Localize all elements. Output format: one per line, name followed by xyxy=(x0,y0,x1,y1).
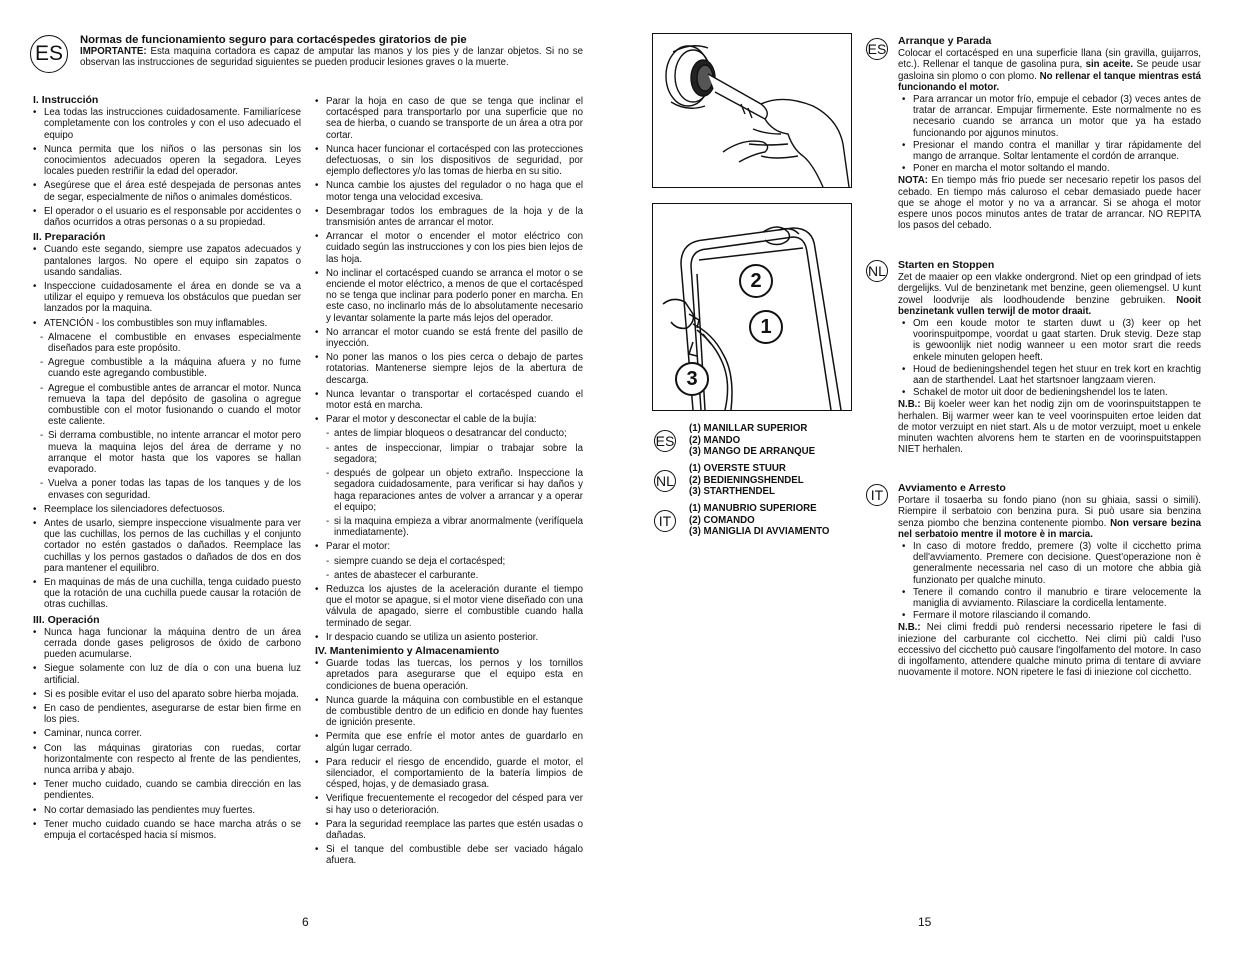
list-item: • ATENCIÓN - los combustibles son muy inflamables. xyxy=(33,318,301,329)
section-title: I. Instrucción xyxy=(33,94,99,106)
section-es-start-stop xyxy=(898,36,1201,231)
intro-paragraph xyxy=(80,46,583,68)
list-item: • Parar el motor y desconectar el cable de la bujía: xyxy=(315,414,583,425)
legend-line: (2) COMANDO xyxy=(689,514,755,526)
section-nl-start-stop xyxy=(898,260,1201,455)
list-item: • Schakel de motor uit door de bedieningshendel los te laten. xyxy=(902,387,1201,398)
list-item: • Reemplace los silenciadores defectuosos. xyxy=(33,504,301,515)
list-item: • Caminar, nunca correr. xyxy=(33,728,301,739)
section-title: III. Operación xyxy=(33,613,100,626)
text-run: Zet de maaier op een vlakke ondergrond. Niet op een grindpad of iets dergelijks. Vul de benzinetank met benzine, geen oliemengsel. U kunt zowel loodvrije als loodhoudende benzine gebruiken. xyxy=(898,272,1201,306)
text-run-bold: sin aceite. xyxy=(1085,59,1134,71)
lang-badge-es: ES xyxy=(866,38,888,60)
list-item: • Houd de bedieningshendel tegen het stuur en trek kort en krachtig aan de starthendel. Laat het startsnoer langzaam vieren. xyxy=(902,364,1201,386)
dash-item: - después de golpear un objeto extraño. Inspeccione la segadora cuidadosamente, para verificar si hay daños y haga reparaciones antes de volver a arrancar y a operar el equipo; xyxy=(323,468,583,513)
dash-item: - Vuelva a poner todas las tapas de los tanques y de los envases con seguridad. xyxy=(37,478,301,500)
left-column-2 xyxy=(315,96,583,870)
text-run: Colocar el cortacésped en una superficie llana (sin gravilla, guijarros, etc.). Rellenar el tanque de gasolina pura, xyxy=(898,48,1201,71)
list-item: • No cortar demasiado las pendientes muy fuertes. xyxy=(33,805,301,816)
note-text: Bij koeler weer kan het nodig zijn om de voorinspuitstappen te herhalen. Bij warmer weer kan te veel voorinspuiten ertoe leiden dat de motor verzuipt en niet start. Als u de motor verzuipt, moet u enkele minuten wachten alvorens hem te starten en de voorinspuitstappen NIET herhalen. xyxy=(898,399,1201,456)
safety-header xyxy=(80,34,583,68)
dash-item: - Agregue el combustible antes de arrancar el motor. Nunca remueva la tapa del depósito de gasolina o agregue combustible con el motor fusionando o cuando el motor este caliente. xyxy=(37,383,301,428)
note-text: En tiempo más frio puede ser necesario repetir los pasos del cebado. En tiempo más caluroso el cebar demasiado puede hacer que se ahoge el motor y no va a arrancar. Si se ahoga el motor espere unos pocos minutos antes de tratar de arrancar. NO REPITA los pasos del cebado. xyxy=(898,175,1201,232)
dash-item: - siempre cuando se deja el cortacésped; xyxy=(323,556,583,567)
legend-nl xyxy=(654,463,854,499)
dash-item: - Almacene el combustible en envases especialmente diseñados para este propósito. xyxy=(37,332,301,354)
list-item: • Para arrancar un motor frío, empuje el cebador (3) veces antes de tratar de arrancar. Empujar firmemente. Este normalmente no es necesario cuando se arranca un motor que ya ha estado funcionando por ajgunos minutos. xyxy=(902,94,1201,139)
legend-line: (1) MANUBRIO SUPERIORE xyxy=(689,503,817,514)
list-item: • Siegue solamente con luz de día o con una buena luz artificial. xyxy=(33,663,301,685)
lang-badge-es: ES xyxy=(30,35,68,73)
lang-badge-es: ES xyxy=(654,430,676,452)
legend-line: (1) MANILLAR SUPERIOR xyxy=(689,423,808,434)
list-item: • Fermare il motore rilasciando il comando. xyxy=(902,610,1201,621)
intro-paragraph xyxy=(898,48,1201,93)
parts-legend xyxy=(654,423,854,539)
lang-badge-it: IT xyxy=(866,484,888,506)
note-paragraph xyxy=(898,175,1201,231)
list-item: • Tenere il comando contro il manubrio e tirare velocemente la maniglia di avviamento. Rilasciare la cordicella lentamente. xyxy=(902,587,1201,609)
list-item: • In caso di motore freddo, premere (3) volte il cicchetto prima dell'avviamento. Premere con decisione. Quest'operazione non è generalmente necessaria nel caso di un motore che abbia già funzionato per qualche minuto. xyxy=(902,541,1201,586)
note-label: NOTA: xyxy=(898,175,928,187)
note-text: Nei climi freddi può rendersi necessario ripetere le fasi di iniezione del carburante col cicchetto. Nei climi più caldi l'uso eccessivo del cicchetto può causare l'ingolfamento del motore. In caso di ingolfamento, attendere qualche minuto prima di tentare di avviare nuovamente il motore. NON ripetere le fasi di iniezione col cicchetto. xyxy=(898,622,1201,679)
list-item: • En caso de pendientes, asegurarse de estar bien firme en los pies. xyxy=(33,703,301,725)
list-item: • No arrancar el motor cuando se está frente del pasillo de inyección. xyxy=(315,327,583,349)
list-item: • Parar la hoja en caso de que se tenga que inclinar el cortacésped para transportarlo por una superficie que no sea de hierba, o cuando se transporte de un área a otra por cortar. xyxy=(315,96,583,141)
callout-2: 2 xyxy=(739,264,773,298)
legend-line: (1) OVERSTE STUUR xyxy=(689,463,786,474)
note-paragraph xyxy=(898,399,1201,455)
list-item: • Ir despacio cuando se utiliza un asiento posterior. xyxy=(315,632,583,643)
list-item: • Nunca guarde la máquina con combustible en el estanque de combustible dentro de un edificio en donde hay fuentes de ignición presente. xyxy=(315,695,583,729)
list-item: • Nunca haga funcionar la máquina dentro de un área cerrada donde gases peligrosos de óxido de carbono pueden acumularse. xyxy=(33,627,301,661)
list-item: • Asegúrese que el área esté despejada de personas antes de segar, especialmente de niños o animales domésticos. xyxy=(33,180,301,202)
section-title: Starten en Stoppen xyxy=(898,259,995,271)
legend-line: (3) MANIGLIA DI AVVIAMENTO xyxy=(689,526,830,537)
intro-paragraph xyxy=(898,272,1201,317)
section-title: Avviamento e Arresto xyxy=(898,482,1006,494)
callout-3: 3 xyxy=(675,362,709,396)
note-paragraph xyxy=(898,622,1201,678)
list-item: • Si es posible evitar el uso del aparato sobre hierba mojada. xyxy=(33,689,301,700)
handle-figure xyxy=(652,203,852,411)
page-title: Normas de funcionamiento seguro para cortacéspedes giratorios de pie xyxy=(80,34,467,46)
lang-badge-nl: NL xyxy=(654,470,676,492)
note-label: N.B.: xyxy=(898,399,921,411)
dash-item: - Agregue combustible a la máquina afuera y no fume cuando este agregando combustible. xyxy=(37,357,301,379)
legend-line: (3) STARTHENDEL xyxy=(689,486,775,497)
list-item: • Parar el motor: xyxy=(315,541,583,552)
legend-line: (2) BEDIENINGSHENDEL xyxy=(689,474,804,486)
intro-label: IMPORTANTE: xyxy=(80,46,147,57)
list-item: • No inclinar el cortacésped cuando se arranca el motor o se enciende el motor eléctrico, a menos de que el cortacésped no se tenga que inclinar para poderlo poner en marcha. En este caso, no inclinarlo más de lo absolutamente necesario y levantar solamente la parte más lejos del operador. xyxy=(315,268,583,324)
dash-item: - antes de inspeccionar, limpiar o trabajar sobre la segadora; xyxy=(323,443,583,465)
page-number: 15 xyxy=(918,915,932,929)
list-item: • Nunca permita que los niños o las personas sin los conocimientos adecuados operen la segadora. Leyes locales pueden restriñir la edad del operador. xyxy=(33,144,301,178)
text-run: Portare il tosaerba su fondo piano (non su ghiaia, sassi o simili). Riempire il serbatoio con benzina pura. Si può usare sia benzina senza piombo che benzina contenente piombo. xyxy=(898,495,1201,529)
note-label: N.B.: xyxy=(898,622,921,634)
page-number: 6 xyxy=(302,915,309,929)
section-title: Arranque y Parada xyxy=(898,35,992,47)
list-item: • Om een koude motor te starten duwt u (3) keer op het voorinspuitpompe, voordat u gaat starten. Druk stevig. Deze stap is gewoonlijk niet nodig wanneer u een motor srart die reeds enkele minuten gelopen heeft. xyxy=(902,318,1201,363)
list-item: • Tener mucho cuidado cuando se hace marcha atrás o se empuja el cortacésped hacia sí mismos. xyxy=(33,819,301,841)
list-item: • En maquinas de más de una cuchilla, tenga cuidado puesto que la rotación de una cuchilla puede causar la rotación de otras cuchillas. xyxy=(33,577,301,611)
lang-badge-it: IT xyxy=(654,510,676,532)
section-title: II. Preparación xyxy=(33,231,106,244)
section-it-start-stop xyxy=(898,483,1201,678)
dash-item: - antes de abastecer el carburante. xyxy=(323,570,583,581)
list-item: • Poner en marcha el motor soltando el mando. xyxy=(902,163,1201,174)
list-item: • Guarde todas las tuercas, los pernos y los tornillos apretados para asegurarse que el equipo esta en condiciones de buena operación. xyxy=(315,658,583,692)
list-item: • Presionar el mando contra el manillar y tirar rápidamente del mango de arranque. Soltar lentamente el cordón de arranque. xyxy=(902,140,1201,162)
list-item: • Nunca hacer funcionar el cortacésped con las protecciones defectuosas, o sin los dispositivos de seguridad, por ejemplo deflectores y/o las tomas de hierba en su sitio. xyxy=(315,144,583,178)
text-run: Se peude usar gasloina sin plomo o con plomo. xyxy=(898,59,1201,82)
list-item: • Nunca levantar o transportar el cortacésped cuando el motor está en marcha. xyxy=(315,389,583,411)
list-item: • Reduzca los ajustes de la aceleración durante el tiempo que el motor se apague, si el motor viene diseñado con una válvula de apagado, sierre el combustible cuando halla terminado de segar. xyxy=(315,584,583,629)
primer-figure xyxy=(652,33,852,188)
text-run-bold: Nooit benzinetank vullen terwijl de motor draait. xyxy=(898,294,1201,317)
legend-line: (3) MANGO DE ARRANQUE xyxy=(689,446,816,457)
list-item: • Inspeccione cuidadosamente el área en donde se va a utilizar el equipo y remueva los obstáculos que puedan ser lanzados por la maquina. xyxy=(33,281,301,315)
list-item: • Si el tanque del combustible debe ser vaciado hágalo afuera. xyxy=(315,844,583,866)
text-run-bold: No rellenar el tanque mientras está funcionando el motor. xyxy=(898,70,1201,93)
list-item: • Para reducir el riesgo de encendido, guarde el motor, el silenciador, el comportamiento de la batería limpios de césped, hojas, y de demasiado grasa. xyxy=(315,757,583,791)
list-item: • Nunca cambie los ajustes del regulador o no haga que el motor tenga una velocidad excesiva. xyxy=(315,180,583,202)
legend-line: (2) MANDO xyxy=(689,434,741,446)
list-item: • El operador o el usuario es el responsable por accidentes o daños ocurridos a otras personas o a su propiedad. xyxy=(33,206,301,228)
intro-paragraph xyxy=(898,495,1201,540)
left-column-1 xyxy=(33,95,301,845)
list-item: • No poner las manos o los pies cerca o debajo de partes rotatorias. Mantenerse siempre lejos de la abertura de descarga. xyxy=(315,352,583,386)
dash-item: - si la maquina empieza a vibrar anormalmente (verifíquela inmediatamente). xyxy=(323,516,583,538)
lang-badge-nl: NL xyxy=(866,260,888,282)
dash-item: - Si derrama combustible, no intente arrancar el motor pero mueva la maquina lejos del área de derrame y no arranque el motor hasta que los vapores se hallan evaporado. xyxy=(37,430,301,475)
callout-1: 1 xyxy=(749,310,783,344)
legend-it xyxy=(654,503,854,539)
primer-illustration xyxy=(653,34,851,187)
intro-text: Esta maquina cortadora es capaz de amputar las manos y los pies y de lanzar objetos. Si no se observan las instrucciones de seguridad siguientes se pueden producir lesiones graves o la muerte. xyxy=(80,46,583,68)
section-instruction xyxy=(33,95,301,228)
list-item: • Antes de usarlo, siempre inspeccione visualmente para ver que las cuchillas, los pernos de las cuchillas y el conjunto cortador no estén gastados o dañados. Reemplace las cuchillas y los pernos gastados o dañados de dos en dos para mantener el equilibro. xyxy=(33,518,301,574)
list-item: • Con las máquinas giratorias con ruedas, cortar horizontalmente con respecto al frente de las pendientes, nunca arriba y abajo. xyxy=(33,743,301,777)
list-item: • Para la seguridad reemplace las partes que estén usadas o dañadas. xyxy=(315,819,583,841)
list-item: • Arrancar el motor o encender el motor eléctrico con cuidado según las instrucciones y con los pies bien lejos de las hoja. xyxy=(315,231,583,265)
section-operation xyxy=(33,615,301,842)
dash-item: - antes de limpiar bloqueos o desatrancar del conducto; xyxy=(323,428,583,439)
list-item: • Permita que ese enfríe el motor antes de guardarlo en algún lugar cerrado. xyxy=(315,731,583,753)
legend-es xyxy=(654,423,854,459)
list-item: • Desembragar todos los embragues de la hoja y de la transmisión antes de arrancar el motor. xyxy=(315,206,583,228)
section-preparation xyxy=(33,232,301,610)
list-item: • Cuando este segando, siempre use zapatos adecuados y pantalones largos. No opere el equipo sin zapatos o usando sandalias. xyxy=(33,244,301,278)
text-run-bold: Non versare bezina nel serbatoio mentre il motore è in marcia. xyxy=(898,517,1202,540)
section-title: IV. Mantenimiento y Almacenamiento xyxy=(315,644,500,657)
list-item: • Lea todas las instrucciones cuidadosamente. Familiarícese completamente con los controles y con el uso adecuado el equipo xyxy=(33,107,301,141)
list-item: • Tener mucho cuidado, cuando se cambia dirección en las pendientes. xyxy=(33,779,301,801)
list-item: • Verifique frecuentemente el recogedor del césped para ver si hay uso o deterioración. xyxy=(315,793,583,815)
